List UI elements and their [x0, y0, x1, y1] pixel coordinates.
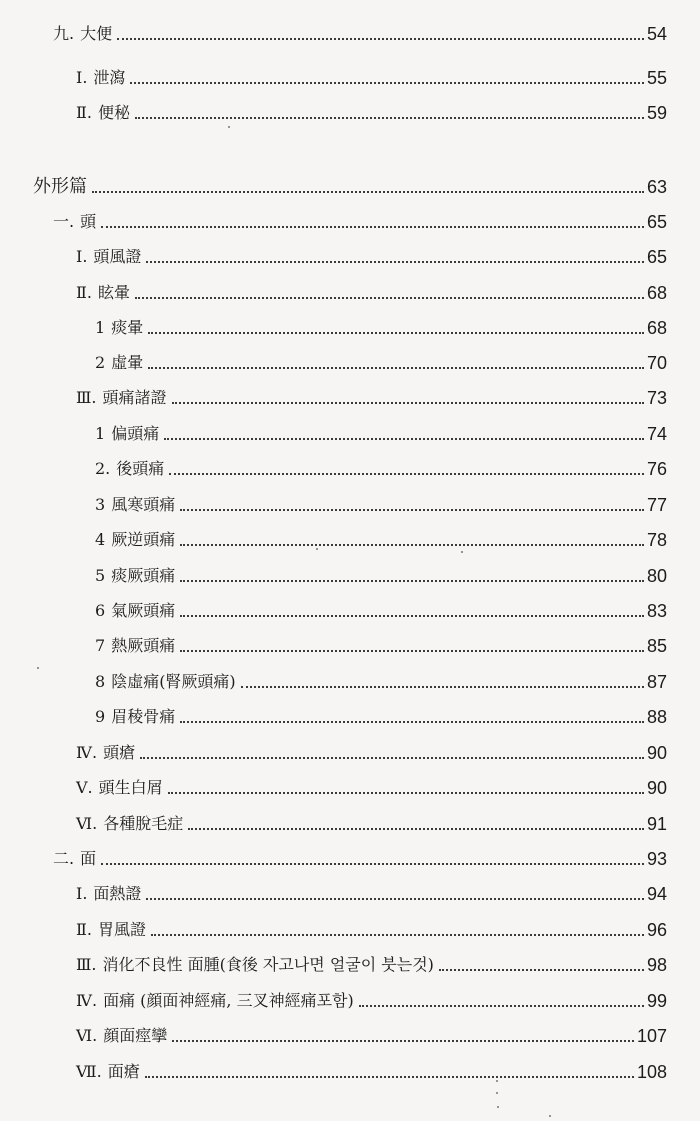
dot-leader	[359, 1005, 644, 1007]
dot-leader	[135, 117, 644, 119]
entry-title: 顔面痙攣	[103, 1026, 168, 1045]
page-number: 65	[646, 212, 667, 232]
entry-title: 面	[80, 849, 97, 868]
entry-number: Ⅲ.	[76, 388, 97, 407]
toc-entry[interactable]	[95, 445, 667, 479]
toc-entry[interactable]	[95, 587, 667, 621]
page-number: 76	[646, 459, 667, 479]
toc-entry[interactable]	[95, 304, 667, 338]
toc-entry[interactable]	[76, 729, 667, 763]
toc-entry[interactable]	[76, 233, 667, 267]
entry-number: Ⅱ.	[76, 103, 92, 122]
entry-title: 面痛 (顔面神經痛, 三叉神經痛포함)	[103, 991, 354, 1010]
entry-number: 九.	[53, 24, 75, 43]
entry-number: Ⅱ.	[76, 920, 92, 939]
dot-leader	[101, 226, 644, 228]
toc-entry[interactable]	[95, 339, 667, 373]
toc-entry[interactable]	[76, 1012, 667, 1046]
page-number: 85	[646, 636, 667, 656]
dot-leader	[148, 332, 644, 334]
entry-number: 6	[95, 601, 106, 620]
entry-title: 消化不良性 面腫(食後 자고나면 얼굴이 붓는것)	[102, 955, 434, 974]
entry-number: Ⅶ.	[76, 1062, 102, 1081]
scan-speck	[316, 548, 318, 550]
entry-number: Ⅰ.	[76, 884, 88, 903]
page-number: 78	[646, 530, 667, 550]
page-number: 83	[646, 601, 667, 621]
entry-number: 3	[95, 495, 106, 514]
scan-speck	[549, 1115, 551, 1117]
page-number: 88	[646, 707, 667, 727]
toc-entry[interactable]	[53, 10, 667, 44]
entry-title: 胃風證	[97, 920, 146, 939]
toc-entry[interactable]	[76, 89, 667, 123]
toc-entry[interactable]	[76, 269, 667, 303]
page-number: 68	[646, 318, 667, 338]
scan-speck	[497, 1106, 499, 1108]
scan-speck	[228, 126, 230, 128]
scan-speck	[37, 667, 39, 669]
dot-leader	[180, 650, 644, 652]
entry-number: 4	[95, 530, 106, 549]
page-number: 93	[646, 849, 667, 869]
entry-number: Ⅰ.	[76, 247, 88, 266]
entry-title: 陰虛痛(腎厥頭痛)	[111, 672, 236, 691]
page-number: 107	[636, 1026, 667, 1046]
entry-number: Ⅳ.	[76, 743, 98, 762]
section-title: 外形篇	[33, 176, 87, 197]
toc-entry[interactable]	[95, 693, 667, 727]
entry-title: 偏頭痛	[111, 424, 160, 443]
entry-title: 眩暈	[97, 283, 130, 302]
entry-title: 頭風證	[93, 247, 142, 266]
entry-title: 便秘	[97, 103, 130, 122]
entry-title: 頭生白屑	[98, 778, 163, 797]
dot-leader	[439, 969, 644, 971]
dot-leader	[180, 721, 644, 723]
page-number: 74	[646, 424, 667, 444]
entry-title: 大便	[80, 24, 113, 43]
dot-leader	[92, 191, 644, 193]
dot-leader	[241, 686, 644, 688]
page-number: 96	[646, 920, 667, 940]
entry-number: 9	[95, 707, 106, 726]
entry-number: Ⅴ.	[76, 778, 93, 797]
toc-entry[interactable]	[95, 552, 667, 586]
entry-title: 熱厥頭痛	[111, 636, 176, 655]
entry-title: 痰暈	[111, 318, 144, 337]
scan-speck	[461, 551, 463, 553]
page-number: 91	[646, 814, 667, 834]
dot-leader	[180, 509, 644, 511]
entry-number: 1	[95, 424, 106, 443]
page-number: 63	[646, 177, 667, 197]
entry-title: 泄瀉	[93, 68, 126, 87]
toc-entry[interactable]	[76, 54, 667, 88]
dot-leader	[168, 792, 644, 794]
dot-leader	[172, 1040, 634, 1042]
entry-number: Ⅵ.	[76, 1026, 98, 1045]
entry-number: Ⅱ.	[76, 283, 92, 302]
entry-title: 虛暈	[111, 353, 144, 372]
entry-number: 2.	[95, 459, 111, 478]
toc-section-entry[interactable]	[33, 163, 667, 197]
page-number: 68	[646, 283, 667, 303]
entry-number: Ⅳ.	[76, 991, 98, 1010]
toc-entry[interactable]	[76, 374, 667, 408]
page-number: 65	[646, 247, 667, 267]
entry-title: 頭	[80, 212, 97, 231]
entry-title: 各種脫毛症	[103, 814, 184, 833]
toc-entry[interactable]	[76, 800, 667, 834]
entry-title: 眉稜骨痛	[111, 707, 176, 726]
dot-leader	[146, 898, 644, 900]
toc-entry[interactable]	[53, 835, 667, 869]
dot-leader	[164, 438, 644, 440]
dot-leader	[169, 473, 644, 475]
entry-number: Ⅵ.	[76, 814, 98, 833]
entry-title: 面瘡	[107, 1062, 140, 1081]
page-number: 80	[646, 566, 667, 586]
entry-number: 2	[95, 353, 106, 372]
entry-number: Ⅲ.	[76, 955, 97, 974]
scan-speck	[496, 1080, 498, 1082]
entry-title: 頭痛諸證	[102, 388, 167, 407]
page-number: 90	[646, 743, 667, 763]
entry-number: 二.	[53, 849, 75, 868]
entry-number: 7	[95, 636, 106, 655]
entry-title: 後頭痛	[116, 459, 165, 478]
toc-entry[interactable]	[95, 410, 667, 444]
toc-entry[interactable]	[76, 941, 667, 975]
entry-title: 頭瘡	[103, 743, 136, 762]
dot-leader	[117, 38, 644, 40]
toc-entry[interactable]	[95, 481, 667, 515]
toc-entry[interactable]	[76, 977, 667, 1011]
toc-entry[interactable]	[76, 1048, 667, 1082]
entry-title: 風寒頭痛	[111, 495, 176, 514]
page-number: 55	[646, 68, 667, 88]
toc-entry[interactable]	[95, 516, 667, 550]
dot-leader	[140, 757, 644, 759]
page-number: 59	[646, 103, 667, 123]
entry-number: 一.	[53, 212, 75, 231]
entry-number: 8	[95, 672, 106, 691]
entry-number: 1	[95, 318, 106, 337]
dot-leader	[180, 580, 644, 582]
page-number: 98	[646, 955, 667, 975]
dot-leader	[151, 934, 644, 936]
toc-entry[interactable]	[95, 658, 667, 692]
page-number: 99	[646, 991, 667, 1011]
page-number: 94	[646, 884, 667, 904]
entry-title: 面熱證	[93, 884, 142, 903]
toc-entry[interactable]	[95, 622, 667, 656]
dot-leader	[148, 367, 644, 369]
entry-title: 痰厥頭痛	[111, 566, 176, 585]
page-number: 87	[646, 672, 667, 692]
page-number: 90	[646, 778, 667, 798]
dot-leader	[172, 402, 644, 404]
scan-speck	[496, 1092, 498, 1094]
page-number: 108	[636, 1062, 667, 1082]
page-number: 54	[646, 24, 667, 44]
toc-entry[interactable]	[76, 764, 667, 798]
dot-leader	[130, 82, 644, 84]
dot-leader	[146, 261, 644, 263]
entry-title: 氣厥頭痛	[111, 601, 176, 620]
page-number: 73	[646, 388, 667, 408]
page-number: 70	[646, 353, 667, 373]
page-number: 77	[646, 495, 667, 515]
dot-leader	[101, 863, 644, 865]
dot-leader	[188, 828, 644, 830]
entry-title: 厥逆頭痛	[111, 530, 176, 549]
dot-leader	[180, 615, 644, 617]
toc-entry[interactable]	[53, 198, 667, 232]
dot-leader	[135, 297, 644, 299]
entry-number: Ⅰ.	[76, 68, 88, 87]
toc-entry[interactable]	[76, 906, 667, 940]
toc-entry[interactable]	[76, 870, 667, 904]
dot-leader	[145, 1076, 634, 1078]
dot-leader	[180, 544, 644, 546]
entry-number: 5	[95, 566, 106, 585]
